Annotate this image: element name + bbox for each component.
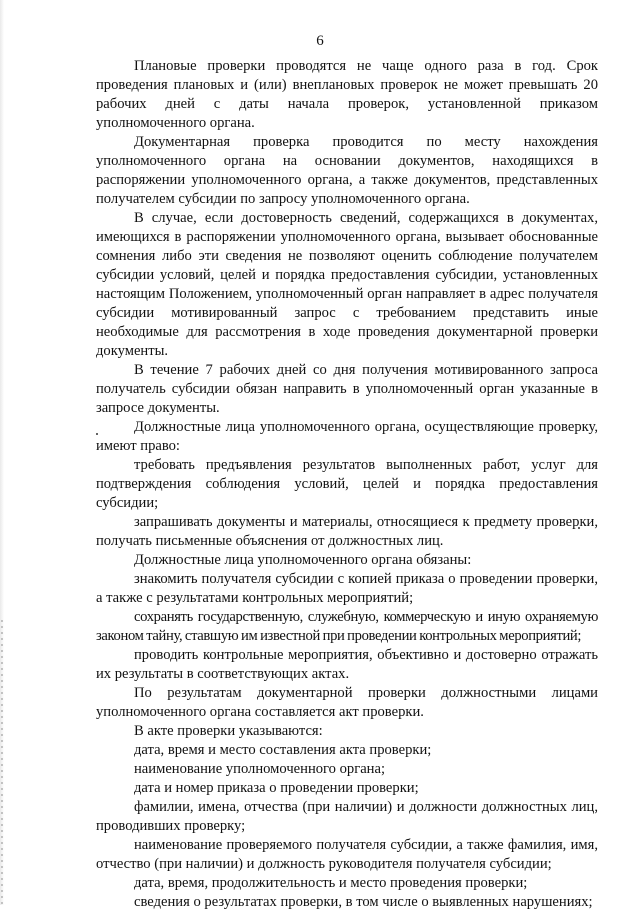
paragraph-request-deadline: В течение 7 рабочих дней со дня получения мотивированного запроса получатель субсидии обязан направить в уполномоченный орган указанные в запросе документы.	[96, 362, 598, 416]
list-item-right-demand-results: требовать предъявления результатов выполненных работ, услуг для подтверждения соблюдения условий, целей и порядка предоставления субсидии;	[96, 457, 598, 511]
list-item-duty-conduct: проводить контрольные мероприятия, объективно и достоверно отражать их результаты в соответствующих актах.	[96, 647, 598, 682]
list-item-duty-confidentiality: сохранять государственную, служебную, коммерческую и иную охраняемую законом тайну, ставшую им известной при проведении контрольных мероприятий;	[96, 609, 598, 644]
paragraph-inspection-act: По результатам документарной проверки должностными лицами уполномоченного органа составляется акт проверки.	[96, 685, 598, 720]
paragraph-planned-inspections: Плановые проверки проводятся не чаще одного раза в год. Срок проведения плановых и (или) внеплановых проверок не может превышать 20 рабочих дней с даты начала проверок, установленной приказом уполномоченного органа.	[96, 58, 598, 131]
list-item-act-inspectors: фамилии, имена, отчества (при наличии) и должности должностных лиц, проводивших проверку;	[96, 799, 598, 834]
document-body	[96, 57, 598, 912]
list-item-duty-acquaint: знакомить получателя субсидии с копией приказа о проведении проверки, а также с результатами контрольных мероприятий;	[96, 571, 598, 606]
paragraph-reasoned-request: В случае, если достоверность сведений, содержащихся в документах, имеющихся в распоряжении уполномоченного органа, вызывает обоснованные сомнения либо эти сведения не позволяют оценить соблюдение получателем субсидии условий, целей и порядка предоставления субсидии, установленных настоящим Положением, уполномоченный орган направляет в адрес получателя субсидии мотивированный запрос с требованием представить иные необходимые для рассмотрения в ходе проведения документарной проверки документы.	[96, 210, 598, 359]
list-item-act-duration: дата, время, продолжительность и место проведения проверки;	[134, 875, 528, 891]
paragraph-officials-rights-heading: Должностные лица уполномоченного органа, осуществляющие проверку, имеют право:	[96, 419, 598, 454]
list-item-act-authority-name: наименование уполномоченного органа;	[134, 761, 386, 777]
list-item-act-date-place: дата, время и место составления акта проверки;	[134, 742, 432, 758]
scan-margin-mark	[1, 620, 3, 905]
list-item-act-order-number: дата и номер приказа о проведении проверки;	[134, 780, 419, 796]
paragraph-officials-duties-heading: Должностные лица уполномоченного органа обязаны:	[134, 552, 472, 568]
list-item-act-recipient: наименование проверяемого получателя субсидии, а также фамилия, имя, отчество (при наличии) и должность руководителя получателя субсидии;	[96, 837, 598, 872]
list-item-right-request-documents: запрашивать документы и материалы, относящиеся к предмету проверки, получать письменные объяснения от должностных лиц.	[96, 514, 598, 549]
paragraph-documentary-inspection: Документарная проверка проводится по месту нахождения уполномоченного органа на основании документов, находящихся в распоряжении уполномоченного органа, а также документов, представленных получателем субсидии по запросу уполномоченного органа.	[96, 134, 598, 207]
list-item-act-results: сведения о результатах проверки, в том числе о выявленных нарушениях;	[134, 894, 593, 910]
paragraph-act-contents-heading: В акте проверки указываются:	[134, 723, 323, 739]
page-number: 6	[316, 33, 324, 49]
